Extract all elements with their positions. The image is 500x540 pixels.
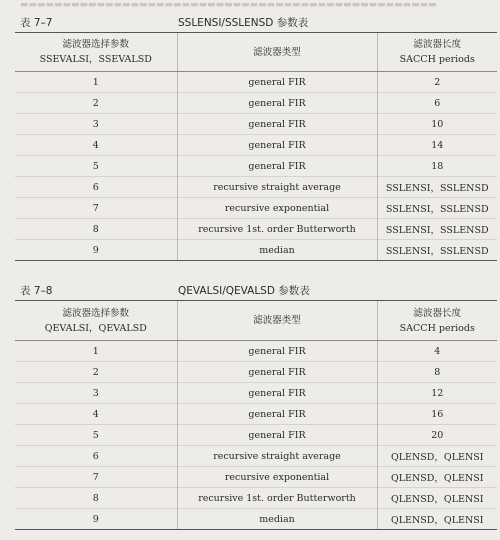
type-cell: recursive exponential <box>177 198 377 219</box>
header-line: 滤波器选择参数 <box>62 307 129 319</box>
header-line: 滤波器长度 <box>413 307 461 319</box>
type-cell: recursive 1st. order Butterworth <box>177 219 377 240</box>
type-cell: median <box>177 509 377 530</box>
type-cell: general FIR <box>177 93 377 114</box>
table-row <box>15 198 497 219</box>
header-line: QEVALSI，QEVALSD <box>44 322 147 334</box>
column-header-type <box>177 301 377 341</box>
table-row <box>15 509 497 530</box>
table-row <box>15 488 497 509</box>
header-line: 滤波器类型 <box>253 46 301 58</box>
length-cell: 8 <box>377 362 497 383</box>
table-row <box>15 72 497 93</box>
length-cell: 20 <box>377 425 497 446</box>
table-number: 表 7–7 <box>20 17 53 29</box>
header-line: SACCH periods <box>399 54 475 65</box>
type-cell: general FIR <box>177 362 377 383</box>
table-row <box>15 177 497 198</box>
param-cell: 3 <box>15 383 177 404</box>
param-cell: 6 <box>15 446 177 467</box>
show-through-text: ▬▬▬▬▬▬▬▬▬▬▬▬▬▬▬▬▬▬▬▬▬▬▬▬▬▬▬▬▬▬▬▬▬▬▬▬▬▬▬▬▬▬▬▬▬▬▬▬▬ <box>20 0 437 10</box>
table-row <box>15 404 497 425</box>
table-row <box>15 219 497 240</box>
length-cell: QLENSD，QLENSI <box>377 467 497 488</box>
length-cell: 6 <box>377 93 497 114</box>
param-cell: 7 <box>15 198 177 219</box>
table-row <box>15 425 497 446</box>
column-header-length <box>377 301 497 341</box>
table-row <box>15 467 497 488</box>
param-cell: 9 <box>15 240 177 261</box>
param-cell: 5 <box>15 425 177 446</box>
data-table <box>15 300 497 530</box>
table-row <box>15 383 497 404</box>
header-line: 滤波器长度 <box>413 39 461 50</box>
type-cell: recursive straight average <box>177 177 377 198</box>
length-cell: 4 <box>377 341 497 362</box>
type-cell: median <box>177 240 377 261</box>
length-cell: SSLENSI，SSLENSD <box>377 240 497 261</box>
length-cell: 12 <box>377 383 497 404</box>
data-table <box>15 32 497 261</box>
table-caption <box>0 16 500 30</box>
table-row <box>15 362 497 383</box>
table-caption <box>0 284 500 298</box>
length-cell: 10 <box>377 114 497 135</box>
param-cell: 4 <box>15 135 177 156</box>
table-row <box>15 114 497 135</box>
length-cell: 16 <box>377 404 497 425</box>
header-line: SSEVALSI，SSEVALSD <box>39 54 152 65</box>
type-cell: recursive 1st. order Butterworth <box>177 488 377 509</box>
param-cell: 2 <box>15 362 177 383</box>
param-cell: 1 <box>92 76 99 88</box>
table-row <box>15 446 497 467</box>
length-cell: QLENSD，QLENSI <box>377 446 497 467</box>
param-cell: 1 <box>92 345 99 357</box>
length-cell: SSLENSI，SSLENSD <box>377 219 497 240</box>
type-cell: recursive exponential <box>177 467 377 488</box>
length-cell: SSLENSI，SSLENSD <box>377 198 497 219</box>
table-number: 表 7–8 <box>20 285 53 297</box>
param-cell: 6 <box>15 177 177 198</box>
param-cell: 2 <box>15 93 177 114</box>
length-cell: QLENSD，QLENSI <box>377 509 497 530</box>
column-header-length <box>377 33 497 72</box>
param-cell: 7 <box>15 467 177 488</box>
param-cell: 3 <box>15 114 177 135</box>
param-cell: 4 <box>15 404 177 425</box>
length-cell: 2 <box>377 72 497 93</box>
column-header-parameter <box>15 33 177 72</box>
type-cell: recursive straight average <box>177 446 377 467</box>
type-cell: general FIR <box>177 72 377 93</box>
param-cell: 8 <box>15 488 177 509</box>
param-cell: 8 <box>15 219 177 240</box>
column-header-parameter <box>15 301 177 341</box>
column-header-type <box>177 33 377 72</box>
param-cell: 5 <box>15 156 177 177</box>
table-title: QEVALSI/QEVALSD 参数表 <box>178 285 310 297</box>
header-line: 滤波器类型 <box>253 315 301 326</box>
type-cell: general FIR <box>177 156 377 177</box>
type-cell: general FIR <box>177 135 377 156</box>
type-cell: general FIR <box>177 341 377 362</box>
type-cell: general FIR <box>177 114 377 135</box>
type-cell: general FIR <box>177 404 377 425</box>
header-line: 滤波器选择参数 <box>62 39 129 50</box>
type-cell: general FIR <box>177 425 377 446</box>
length-cell: 18 <box>377 156 497 177</box>
length-cell: SSLENSI，SSLENSD <box>377 177 497 198</box>
header-line: SACCH periods <box>399 322 475 334</box>
table-row <box>15 156 497 177</box>
table-title: SSLENSI/SSLENSD 参数表 <box>178 17 309 29</box>
length-cell: QLENSD，QLENSI <box>377 488 497 509</box>
param-cell: 9 <box>15 509 177 530</box>
table-row <box>15 135 497 156</box>
table-row <box>15 341 497 362</box>
table-row <box>15 240 497 261</box>
length-cell: 14 <box>377 135 497 156</box>
type-cell: general FIR <box>177 383 377 404</box>
table-row <box>15 93 497 114</box>
